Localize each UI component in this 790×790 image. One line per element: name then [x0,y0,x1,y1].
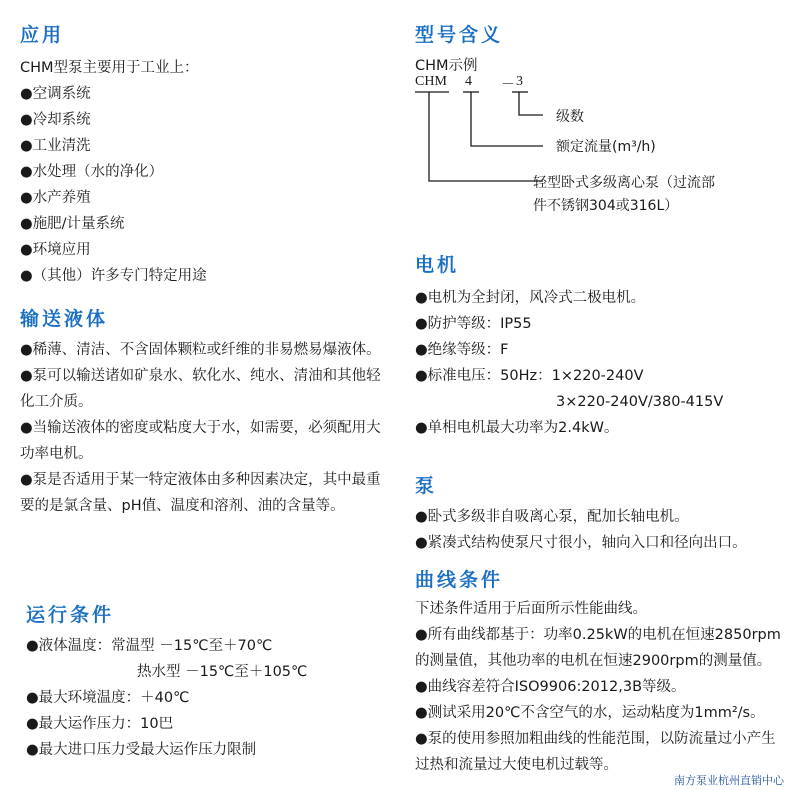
voltage-line2: 3×220-240V/380-415V [556,394,724,410]
code-stages: 3 [516,74,523,89]
motor-section [415,250,787,441]
motor-heading: 电机 [415,254,460,276]
code-flow: 4 [465,74,472,89]
applications-intro: CHM型泵主要用于工业上： [20,60,199,76]
list-item: ●防护等级：IP55 [415,316,532,332]
list-item: ●所有曲线都基于：功率0.25kW的电机在恒速2850rpm的测量值，其他功率的电机在恒速2900rpm的测量值。 [415,627,781,669]
list-item: ●泵是否适用于某一特定液体由多种因素决定，其中最重要的是氯含量、pH值、温度和溶剂、油的含量等。 [20,472,381,514]
max-pressure-line: ●最大运作压力：10巴 [26,716,174,732]
liquid-temp-line: ●液体温度：常温型 －15℃至＋70℃ [26,638,273,654]
model-section [415,20,787,79]
label-stages: 级数 [556,109,584,125]
model-example-label: CHM示例 [415,58,478,74]
list-item: ●水处理（水的净化） [20,164,164,180]
hot-water-temp-line: 热水型 －15℃至＋105℃ [137,664,308,680]
list-item: ●冷却系统 [20,112,91,128]
applications-section [20,20,390,289]
liquids-heading: 输送液体 [20,308,109,330]
list-item: ●测试采用20℃不含空气的水，运动粘度为1mm²/s。 [415,705,765,721]
list-item: ●泵的使用参照加粗曲线的性能范围，以防流量过小产生过热和流量过大使电机过载等。 [415,731,776,773]
single-phase-line: ●单相电机最大功率为2.4kW。 [415,420,619,436]
ambient-temp-line: ●最大环境温度：＋40℃ [26,690,190,706]
list-item: ●曲线容差符合ISO9906:2012,3B等级。 [415,679,686,695]
list-item: ●（其他）许多专门特定用途 [20,268,207,284]
list-item: ●稀薄、清洁、不含固体颗粒或纤维的非易燃易爆液体。 [20,342,381,358]
applications-heading: 应用 [20,24,65,46]
list-item: ●工业清洗 [20,138,91,154]
list-item: ●电机为全封闭，风冷式二极电机。 [415,290,646,306]
model-code-diagram [415,74,787,224]
label-rated-flow: 额定流量(m³/h) [556,139,656,155]
list-item: ●标准电压：50Hz：1×220-240V [415,368,644,384]
list-item: ●当输送液体的密度或粘度大于水，如需要，必须配用大功率电机。 [20,420,381,462]
list-item: ●泵可以输送诸如矿泉水、软化水、纯水、清油和其他轻化工介质。 [20,368,381,410]
list-item: ●绝缘等级：F [415,342,509,358]
curve-intro: 下述条件适用于后面所示性能曲线。 [415,601,647,617]
pump-heading: 泵 [415,475,438,497]
list-item: ●施肥/计量系统 [20,216,125,232]
liquids-section [20,304,390,519]
list-item: ●紧凑式结构使泵尺寸很小，轴向入口和径向出口。 [415,535,747,551]
operating-heading: 运行条件 [26,604,115,626]
code-prefix: CHM [415,74,447,89]
inlet-pressure-line: ●最大进口压力受最大运作压力限制 [26,742,257,758]
label-pump-type-line1: 轻型卧式多级离心泵（过流部 [533,175,715,191]
curve-section [415,565,787,778]
operating-section [26,600,396,763]
list-item: ●空调系统 [20,86,91,102]
list-item: ●卧式多级非自吸离心泵，配加长轴电机。 [415,509,689,525]
label-pump-type-line2: 件不锈钢304或316L） [533,198,679,214]
model-heading: 型号含义 [415,24,504,46]
list-item: ●环境应用 [20,242,91,258]
watermark-text: 南方泵业杭州直销中心 [674,774,784,787]
list-item: ●水产养殖 [20,190,91,206]
code-dash: － [501,78,515,93]
pump-section [415,471,787,556]
curve-heading: 曲线条件 [415,569,504,591]
